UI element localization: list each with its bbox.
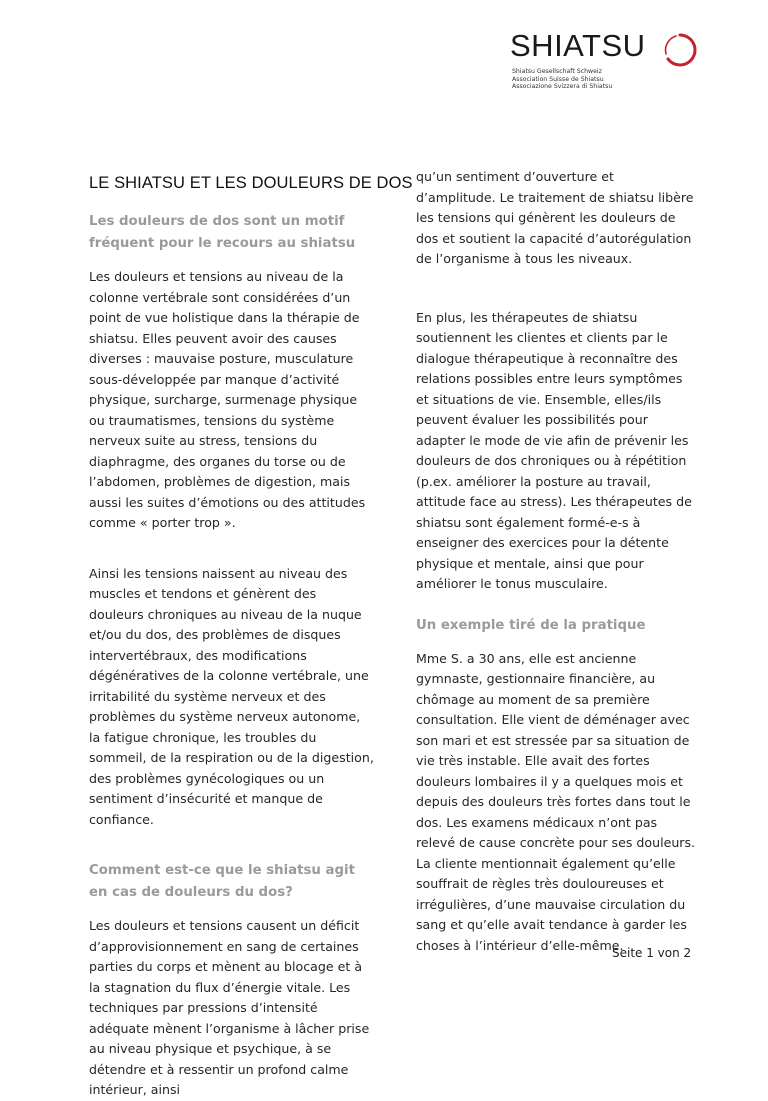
document-title: LE SHIATSU ET LES DOULEURS DE DOS: [89, 174, 413, 192]
left-column: [89, 174, 413, 1101]
logo-ring-icon: [662, 32, 698, 68]
right-column: [416, 167, 696, 956]
section-heading: Comment est-ce que le shiatsu agit en cas de douleurs du dos?: [89, 863, 355, 900]
paragraph: Les douleurs et tensions causent un déficit d’approvisionnement en sang de certaines parties du corps et mènent au blocage et à la stagnation du flux d’énergie vitale. Les techniques par pressions d’intensité adéquate mènent l’organisme à lâcher prise au niveau physique et psychique, à se détendre et à ressentir un profond calme intérieur, ainsi: [89, 918, 370, 1097]
logo-wordmark: SHIATSU: [510, 28, 646, 63]
paragraph: Ainsi les tensions naissent au niveau des muscles et tendons et génèrent des douleurs chroniques au niveau de la nuque et/ou du dos, des problèmes de disques intervertébraux, des modifications dégénératives de la colonne vertébrale, une irritabilité du système nerveux et des problèmes du système nerveux autonome, la fatigue chronique, les troubles du sommeil, de la respiration ou de la digestion, des problèmes gynécologiques ou un sentiment d’insécurité et manque de confiance.: [89, 565, 374, 827]
paragraph: En plus, les thérapeutes de shiatsu soutiennent les clientes et clients par le dialogue thérapeutique à reconnaître des relations possibles entre leurs symptômes et situations de vie. Ensemble, elles/ils peuvent évaluer les possibilités pour adapter le mode de vie afin de prévenir les douleurs de dos chroniques ou à répétition (p.ex. améliorer la posture au travail, attitude face au stress). Les thérapeutes de shiatsu sont également formé-e-s à enseigner des exercices pour la détente physique et mentale, ainsi que pour améliorer le tonus musculaire.: [416, 309, 692, 591]
shiatsu-logo: [510, 30, 710, 92]
page-number: Seite 1 von 2: [612, 946, 692, 960]
section-heading: Un exemple tiré de la pratique: [416, 617, 646, 633]
section-heading: Les douleurs de dos sont un motif fréquent pour le recours au shiatsu: [89, 214, 356, 251]
logo-subtitle: [512, 68, 612, 91]
paragraph: Les douleurs et tensions au niveau de la colonne vertébrale sont considérées d’un point de vue holistique dans la thérapie de shiatsu. Elles peuvent avoir des causes diverses : mauvaise posture, musculature sous-développée par manque d’activité physique, surcharge, surmenage physique ou traumatismes, tensions du système nerveux suite au stress, tensions du diaphragme, des organes du torse ou de l’abdomen, problèmes de digestion, mais aussi les suites d’émotions ou des attitudes comme « porter trop ».: [89, 269, 366, 530]
logo-line: Association Suisse de Shiatsu: [512, 75, 604, 83]
logo-line: Shiatsu Gesellschaft Schweiz: [512, 68, 602, 75]
paragraph: Mme S. a 30 ans, elle est ancienne gymnaste, gestionnaire financière, au chômage au moment de sa première consultation. Elle vient de déménager avec son mari et est stressée par sa situation de vie très instable. Elle avait des fortes douleurs lombaires il y a quelques mois et depuis des douleurs très fortes dans tout le dos. Les examens médicaux n’ont pas relevé de cause concrète pour ses douleurs. La cliente mentionnait également qu’elle souffrait de règles très douloureuses et irrégulières, d’une mauvaise circulation du sang et qu’elle avait tendance à garder les choses à l’intérieur d’elle-même.: [416, 650, 696, 953]
logo-line: Associazione Svizzera di Shiatsu: [512, 83, 613, 90]
paragraph: qu’un sentiment d’ouverture et d’amplitude. Le traitement de shiatsu libère les tensions qui génèrent les douleurs de dos et soutient la capacité d’autorégulation de l’organisme à tous les niveaux.: [416, 169, 694, 266]
